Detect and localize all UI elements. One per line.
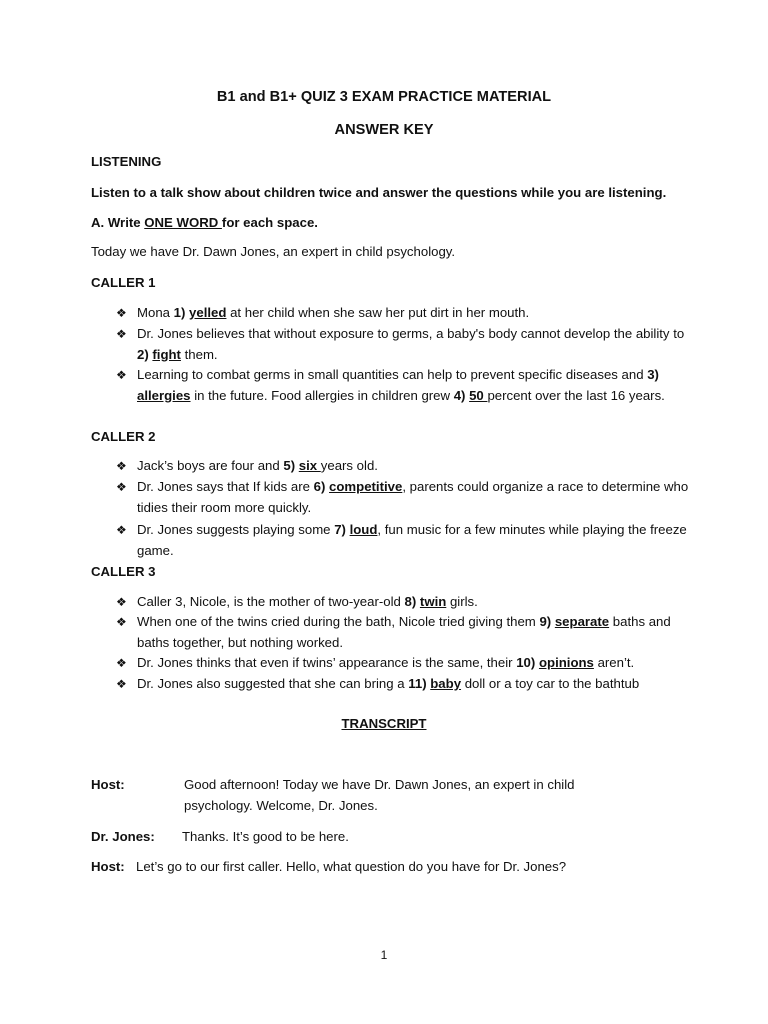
bullet-icon: ❖: [116, 523, 127, 537]
instruction: Listen to a talk show about children twice and answer the questions while you are listening.: [91, 185, 667, 200]
question-item: Dr. Jones says that If kids are 6) competitive, parents could organize a race to determine who tidies their room more quickly.: [137, 479, 689, 515]
speaker-text: Let’s go to our first caller. Hello, what question do you have for Dr. Jones?: [136, 859, 567, 874]
part-a-emphasis: ONE WORD: [144, 215, 222, 230]
question-item: Jack’s boys are four and 5) six years old.: [137, 458, 378, 473]
bullet-icon: ❖: [116, 677, 127, 691]
question-item: Dr. Jones suggests playing some 7) loud, fun music for a few minutes while playing the freeze game.: [137, 522, 687, 558]
bullet-icon: ❖: [116, 615, 127, 629]
speaker-label: Host:: [91, 777, 125, 792]
speaker-label: Host:: [91, 859, 125, 874]
bullet-icon: ❖: [116, 368, 127, 382]
caller-heading: CALLER 2: [91, 429, 156, 444]
speaker-text: Thanks. It’s good to be here.: [182, 829, 349, 844]
question-item: Dr. Jones also suggested that she can bring a 11) baby doll or a toy car to the bathtub: [137, 676, 640, 691]
speaker-text: Good afternoon! Today we have Dr. Dawn Jones, an expert in child psychology. Welcome, Dr. Jones.: [184, 777, 575, 813]
section-heading: LISTENING: [91, 154, 162, 169]
bullet-icon: ❖: [116, 656, 127, 670]
bullet-icon: ❖: [116, 327, 127, 341]
bullet-icon: ❖: [116, 306, 127, 320]
document-title: B1 and B1+ QUIZ 3 EXAM PRACTICE MATERIAL: [216, 89, 552, 105]
question-item: When one of the twins cried during the bath, Nicole tried giving them 9) separate baths and baths together, but nothing worked.: [137, 614, 671, 650]
caller-heading: CALLER 3: [91, 564, 156, 579]
question-item: Dr. Jones believes that without exposure to germs, a baby's body cannot develop the ability to 2) fight them.: [137, 326, 685, 362]
document-subtitle: ANSWER KEY: [334, 122, 434, 138]
question-item: Mona 1) yelled at her child when she saw her put dirt in her mouth.: [137, 305, 530, 320]
bullet-icon: ❖: [116, 480, 127, 494]
question-item: Learning to combat germs in small quantities can help to prevent specific diseases and 3) allergies in the future. Food allergies in children grew 4) 50 percent over the last 16 years.: [137, 367, 665, 403]
question-item: Dr. Jones thinks that even if twins’ appearance is the same, their 10) opinions aren’t.: [137, 655, 635, 670]
caller-heading: CALLER 1: [91, 275, 156, 290]
page-number: 1: [380, 948, 388, 962]
part-a-instruction: [91, 214, 318, 232]
speaker-label: Dr. Jones:: [91, 829, 155, 844]
bullet-icon: ❖: [116, 595, 127, 609]
question-item: Caller 3, Nicole, is the mother of two-year-old 8) twin girls.: [137, 594, 478, 609]
intro-text: Today we have Dr. Dawn Jones, an expert in child psychology.: [91, 244, 456, 259]
bullet-icon: ❖: [116, 459, 127, 473]
part-a-prefix: A. Write: [91, 215, 145, 230]
part-a-suffix: for each space.: [221, 215, 318, 230]
transcript-title: TRANSCRIPT: [341, 716, 427, 731]
